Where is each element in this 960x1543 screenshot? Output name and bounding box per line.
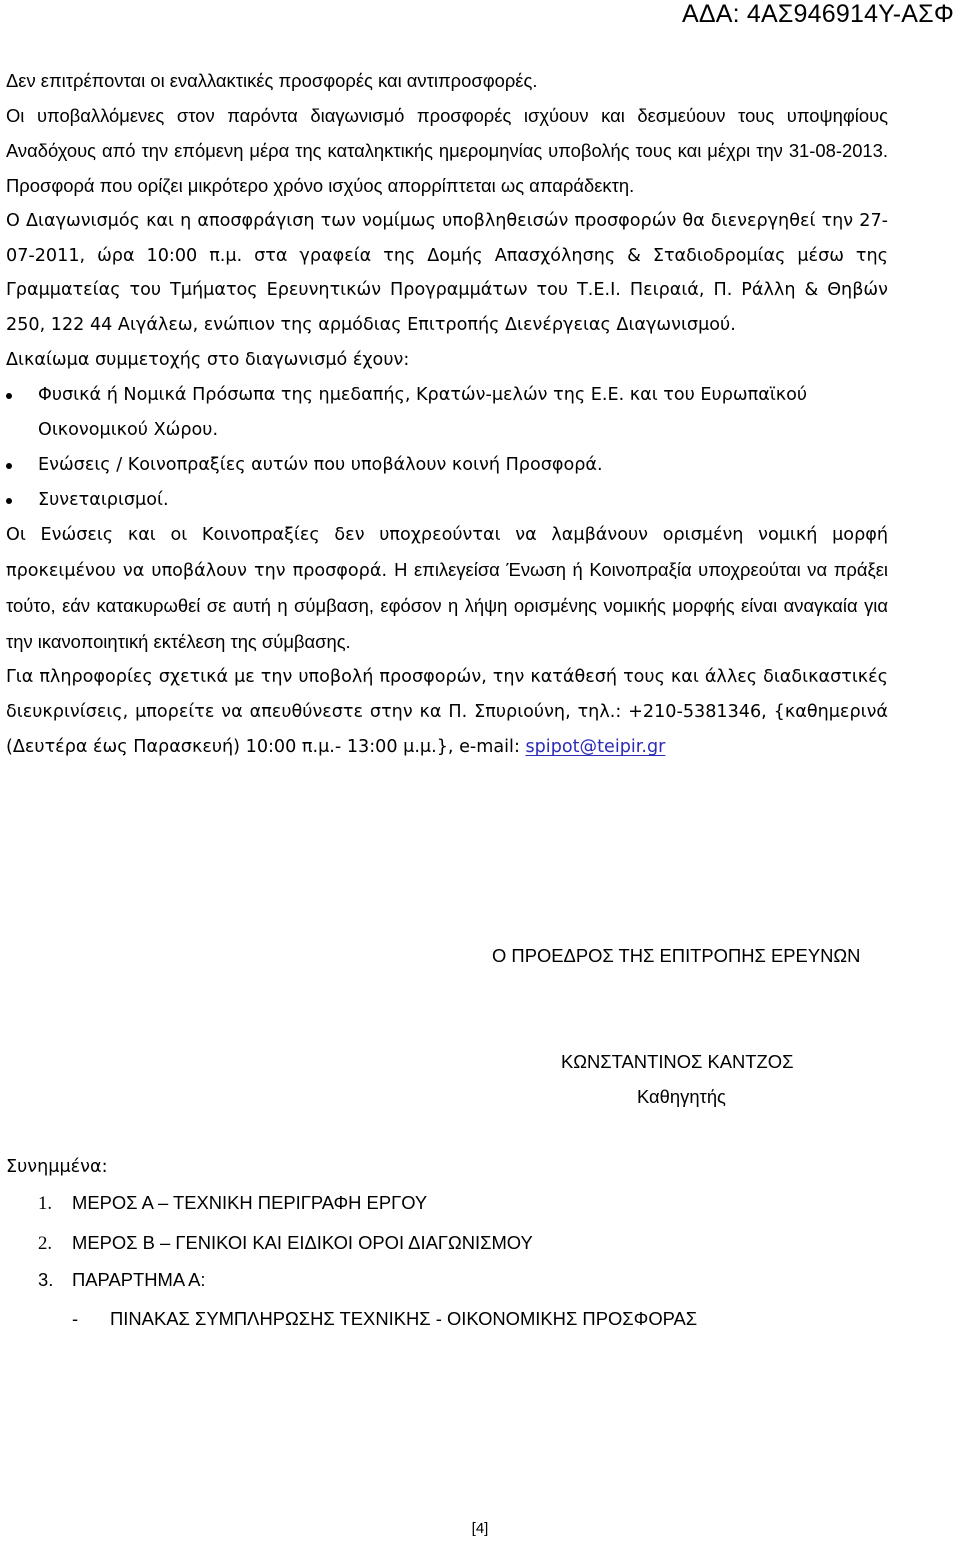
attachment-number: 1. bbox=[38, 1193, 53, 1214]
document-body bbox=[6, 64, 888, 765]
subitem-label: ΠΙΝΑΚΑΣ ΣΥΜΠΛΗΡΩΣΗΣ ΤΕΧΝΙΚΗΣ - ΟΙΚΟΝΟΜΙΚΗΣ ΠΡΟΣΦΟΡΑΣ bbox=[110, 1308, 698, 1329]
list-item bbox=[6, 378, 888, 448]
attachment-item bbox=[38, 1268, 206, 1292]
bullet-icon bbox=[6, 393, 12, 399]
attachment-subitem bbox=[72, 1307, 697, 1331]
list-item bbox=[6, 483, 888, 518]
attachment-label: ΠΑΡΑΡΤΗΜΑ Α: bbox=[72, 1269, 206, 1290]
info-text: Για πληροφορίες σχετικά με την υποβολή προσφορών, την κατάθεσή τους και άλλες διαδικαστικές διευκρινίσεις, μπορείτε να απευθύνεστε στην κα Π. Σπυριούνη, τηλ.: +210-5381346, {καθημερινά (Δευτέρα έως Παρασκευή) 10:00 π.μ.- 13:00 μ.μ.}, e-mail: bbox=[6, 667, 888, 758]
eligible-item-text: Φυσικά ή Νομικά Πρόσωπα της ημεδαπής, Κρατών-μελών της Ε.Ε. και του Ευρωπαϊκού Οικονομικού Χώρου. bbox=[38, 385, 808, 441]
attachment-item bbox=[38, 1231, 533, 1256]
rejection-text: Προσφορά που ορίζει μικρότερο χρόνο ισχύος απορρίπτεται ως απαράδεκτη. bbox=[6, 174, 635, 196]
signature-role: Ο ΠΡΟΕΔΡΟΣ ΤΗΣ ΕΠΙΤΡΟΠΗΣ ΕΡΕΥΝΩΝ bbox=[492, 945, 861, 966]
ada-code: ΑΔΑ: 4ΑΣ946914Υ-ΑΣΦ bbox=[681, 0, 954, 28]
bullet-icon bbox=[6, 498, 12, 504]
attachments-heading bbox=[6, 1153, 108, 1181]
bullet-icon bbox=[6, 463, 12, 469]
signature-name: ΚΩΝΣΤΑΝΤΙΝΟΣ ΚΑΝΤΖΟΣ bbox=[561, 1051, 794, 1072]
eligibility-paragraph: Δικαίωμα συμμετοχής στο διαγωνισμό έχουν: bbox=[6, 350, 410, 371]
attachment-number: 3. bbox=[38, 1269, 54, 1290]
alternatives-paragraph: Δεν επιτρέπονται οι εναλλακτικές προσφορές και αντιπροσφορές. bbox=[6, 70, 538, 91]
eligibility-list bbox=[6, 378, 888, 518]
email-link[interactable]: spipot@teipir.gr bbox=[525, 737, 666, 758]
unions-text-a: Οι Ενώσεις και οι Κοινοπραξίες δεν υποχρεούνται να λαμβάνουν ορισμένη νομική μορφή προκειμένου να υποβάλουν την προσφορά. bbox=[6, 524, 888, 581]
eligible-item-text: Συνεταιρισμοί. bbox=[38, 489, 169, 510]
attachment-label: ΜΕΡΟΣ Β – ΓΕΝΙΚΟΙ ΚΑΙ ΕΙΔΙΚΟΙ ΟΡΟΙ ΔΙΑΓΩΝΙΣΜΟΥ bbox=[72, 1232, 533, 1253]
eligible-item-text: Ενώσεις / Κοινοπραξίες αυτών που υποβάλουν κοινή Προσφορά. bbox=[38, 454, 603, 475]
unions-text-b: Η επιλεγείσα Ένωση ή Κοινοπραξία υποχρεούται να πράξει τούτο, εάν κατακυρωθεί σε αυτή η σύμβαση, εφόσον η λήψη ορισμένης νομικής μορφής είναι αναγκαία για την ικανοποιητική εκτέλεση της σύμβασης. bbox=[6, 558, 889, 652]
dash-marker: - bbox=[72, 1308, 79, 1329]
info-paragraph bbox=[6, 660, 888, 765]
validity-text: Οι υποβαλλόμενες στον παρόντα διαγωνισμό προσφορές ισχύουν και δεσμεύουν τους υποψηφίους Αναδόχους από την επόμενη μέρα της καταληκτικής ημερομηνίας υποβολής τους και μέχρι την 31-08-2013. bbox=[6, 104, 888, 161]
attachment-label: ΜΕΡΟΣ Α – ΤΕΧΝΙΚΗ ΠΕΡΙΓΡΑΦΗ ΕΡΓΟΥ bbox=[72, 1192, 428, 1213]
signature-title: Καθηγητής bbox=[637, 1086, 726, 1107]
attachments-title: Συνημμένα: bbox=[6, 1157, 108, 1177]
opening-paragraph: Ο Διαγωνισμός και η αποσφράγιση των νομίμως υποβληθεισών προσφορών θα διενεργηθεί την 27-07-2011, ώρα 10:00 π.μ. στα γραφεία της Δομής Απασχόλησης & Σταδιοδρομίας μέσω της Γραμματείας του Τμήματος Ερευνητικών Προγραμμάτων του Τ.Ε.Ι. Πειραιά, Π. Ράλλη & Θηβών 250, 122 44 Αιγάλεω, ενώπιον της αρμόδιας Επιτροπής Διενέργειας Διαγωνισμού. bbox=[6, 210, 888, 336]
attachment-number: 2. bbox=[38, 1233, 53, 1254]
attachment-item bbox=[38, 1191, 427, 1216]
page-number: [4] bbox=[471, 1520, 489, 1537]
list-item bbox=[6, 448, 888, 483]
validity-paragraph bbox=[6, 99, 888, 204]
unions-paragraph bbox=[6, 518, 888, 661]
